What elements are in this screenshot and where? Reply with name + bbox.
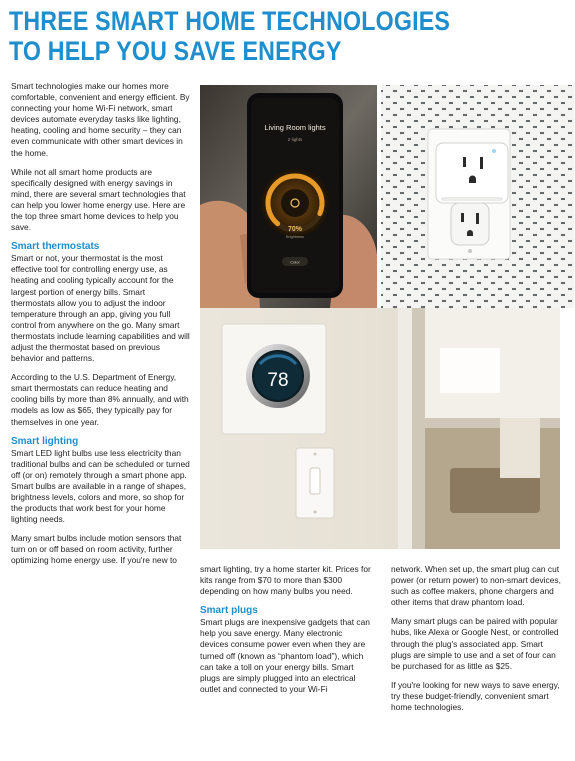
text-column-2 [200,564,372,703]
phone-app-illustration [200,85,377,308]
thermostats-paragraph-1: Smart or not, your thermostat is the most effective tool for controlling energy use, as heating and cooling typically account for the largest portion of energy bills. Smart thermostats allow you to adjust the indoor temperature through an app, giving you full control from anywhere on the go. Many smart thermostats include learning capabilities and will adjust the thermostat based on previous behavior and patterns. [11,253,190,364]
section-heading-plugs: Smart plugs [200,605,258,617]
title-line-1: THREE SMART HOME TECHNOLOGIES [9,6,451,36]
lighting-paragraph-2: Many smart bulbs include motion sensors that turn on or off based on room activity, further optimizing home energy use. If you're new to [11,533,182,566]
lighting-paragraph-1: Smart LED light bulbs use less electricity than traditional bulbs and can be scheduled or turned off (or on) remotely through a smart phone app. Smart bulbs are available in a range of shapes, brightness levels, colors and more, so shop for the products that work best for your home lighting needs. [11,447,190,525]
photo-smart-thermostat [200,308,560,549]
photo-phone-app [200,85,377,308]
intro-paragraph-1: Smart technologies make our homes more comfortable, convenient and energy efficient. By connecting your home Wi-Fi network, smart devices automate everyday tasks like lighting, heating, cooling and home security – they can even communicate with other smart devices in the home. [11,81,190,158]
lighting-paragraph-3: smart lighting, try a home starter kit. Prices for kits range from $70 to more than $300 depending on how many bulbs you need. [200,564,371,597]
page-title [9,6,491,66]
app-level: 70% [287,226,303,233]
plugs-paragraph-1: Smart plugs are inexpensive gadgets that can help you save energy. Many electronic devices consume power even when they are turned off (known as “phantom load”), which can take a toll on your energy bills. Smart plugs are simply plugged into an electrical outlet and connected to your Wi-Fi [200,617,370,694]
thermostats-paragraph-2: According to the U.S. Department of Energy, smart thermostats can reduce heating and cooling bills by more than 8% annually, and with models as low as $65, they typically pay for themselves in one year. [11,372,189,427]
smart-plug-illustration [381,85,574,308]
intro-paragraph-2: While not all smart home products are specifically designed with energy savings in mind, there are several smart technologies that can help you lower home energy use. Here are the top three smart home devices to help you save. [11,166,186,233]
text-column-3 [391,564,564,721]
thermostat-illustration [200,308,560,549]
app-level-label: Brightness [286,235,304,239]
plugs-paragraph-2: network. When set up, the smart plug can cut power (or return power) to non-smart devices, such as coffee makers, phone chargers and other items that draw phantom load. [391,564,561,608]
app-subtitle: 2 lights [287,137,303,142]
plugs-paragraph-3: Many smart plugs can be paired with popular hubs, like Alexa or Google Nest, or controlled through the plug's associated app. Smart plugs are simple to use and a set of four can be purchased for as little as $25. [391,616,559,671]
plugs-paragraph-4: If you're looking for new ways to save energy, try these budget-friendly, convenient smart home technologies. [391,679,560,713]
app-color-button-label: Color [290,259,300,265]
app-title: Living Room lights [264,123,326,132]
photo-smart-plug [381,85,574,308]
text-column-1 [11,81,191,575]
title-line-2: TO HELP YOU SAVE ENERGY [9,36,342,66]
section-heading-lighting: Smart lighting [11,435,79,447]
section-heading-thermostats: Smart thermostats [11,241,100,253]
thermostat-reading: 78 [267,370,289,391]
